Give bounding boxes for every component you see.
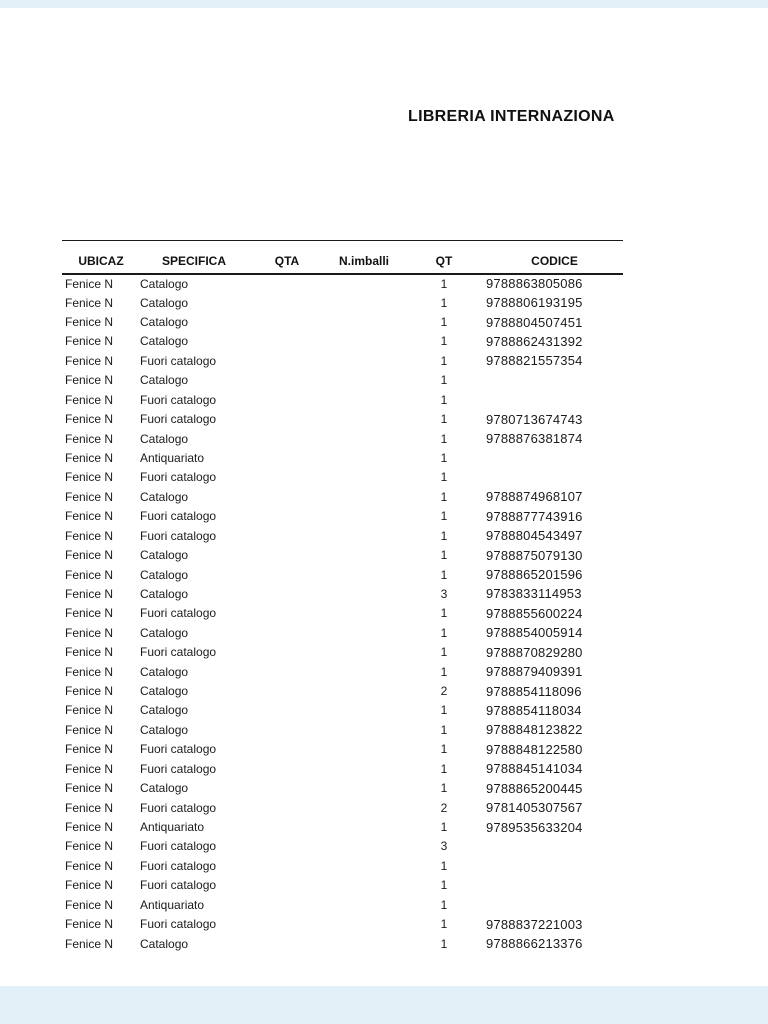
cell-specifica: Fuori catalogo — [140, 470, 217, 485]
table-row — [62, 312, 623, 331]
document-title: LIBRERIA INTERNAZIONA — [408, 108, 615, 125]
cell-specifica: Catalogo — [140, 373, 189, 388]
cell-qta — [248, 371, 326, 390]
cell-qt: 1 — [440, 703, 448, 718]
cell-n_imballi — [326, 720, 402, 739]
cell-ubicaz: Fenice N — [65, 800, 114, 815]
cell-specifica: Antiquariato — [140, 820, 205, 835]
cell-n_imballi — [326, 584, 402, 603]
column-header-codice: CODICE — [486, 241, 623, 274]
cell-codice: 9788854005914 — [486, 625, 583, 641]
table-row — [62, 759, 623, 778]
cell-n_imballi — [326, 643, 402, 662]
cell-n_imballi — [326, 701, 402, 720]
cell-codice: 9789535633204 — [486, 819, 583, 835]
cell-qt: 1 — [440, 781, 448, 796]
table-row — [62, 778, 623, 797]
table-row — [62, 584, 623, 603]
cell-qta — [248, 545, 326, 564]
cell-specifica: Fuori catalogo — [140, 878, 217, 893]
cell-qta — [248, 643, 326, 662]
cell-codice — [486, 876, 623, 895]
document-page — [0, 8, 768, 986]
cell-qta — [248, 565, 326, 584]
cell-specifica: Catalogo — [140, 548, 189, 563]
cell-specifica: Catalogo — [140, 295, 189, 310]
inventory-table-grid — [62, 240, 623, 953]
cell-qta — [248, 740, 326, 759]
cell-qta — [248, 507, 326, 526]
cell-qta — [248, 837, 326, 856]
table-row — [62, 293, 623, 312]
table-row — [62, 332, 623, 351]
cell-n_imballi — [326, 604, 402, 623]
table-row — [62, 545, 623, 564]
cell-n_imballi — [326, 662, 402, 681]
cell-n_imballi — [326, 293, 402, 312]
table-row — [62, 623, 623, 642]
cell-specifica: Catalogo — [140, 703, 189, 718]
cell-qt: 2 — [440, 684, 448, 699]
cell-specifica: Fuori catalogo — [140, 353, 217, 368]
cell-codice: 9788874968107 — [486, 489, 583, 505]
table-row — [62, 934, 623, 953]
cell-n_imballi — [326, 371, 402, 390]
cell-qta — [248, 856, 326, 875]
cell-codice: 9788804543497 — [486, 528, 583, 544]
cell-ubicaz: Fenice N — [65, 761, 114, 776]
cell-n_imballi — [326, 623, 402, 642]
cell-qt: 1 — [440, 858, 448, 873]
cell-codice: 9788865200445 — [486, 780, 583, 796]
cell-qt: 1 — [440, 489, 448, 504]
cell-ubicaz: Fenice N — [65, 781, 114, 796]
table-row — [62, 468, 623, 487]
table-row — [62, 662, 623, 681]
cell-n_imballi — [326, 759, 402, 778]
cell-qt: 1 — [440, 645, 448, 660]
cell-n_imballi — [326, 274, 402, 293]
table-row — [62, 895, 623, 914]
cell-n_imballi — [326, 856, 402, 875]
cell-specifica: Fuori catalogo — [140, 742, 217, 757]
cell-qt: 1 — [440, 742, 448, 757]
cell-n_imballi — [326, 429, 402, 448]
cell-qta — [248, 662, 326, 681]
cell-qt: 1 — [440, 509, 448, 524]
table-row — [62, 740, 623, 759]
cell-qt: 1 — [440, 334, 448, 349]
cell-qta — [248, 487, 326, 506]
cell-qt: 1 — [440, 820, 448, 835]
cell-specifica: Fuori catalogo — [140, 528, 217, 543]
cell-ubicaz: Fenice N — [65, 742, 114, 757]
cell-qta — [248, 468, 326, 487]
cell-n_imballi — [326, 817, 402, 836]
cell-specifica: Fuori catalogo — [140, 412, 217, 427]
cell-qta — [248, 448, 326, 467]
cell-ubicaz: Fenice N — [65, 412, 114, 427]
cell-specifica: Antiquariato — [140, 451, 205, 465]
cell-specifica: Fuori catalogo — [140, 509, 217, 524]
cell-codice: 9788854118096 — [486, 683, 582, 699]
cell-qta — [248, 312, 326, 331]
table-row — [62, 274, 623, 293]
cell-ubicaz: Fenice N — [65, 684, 114, 699]
cell-ubicaz: Fenice N — [65, 276, 114, 291]
cell-n_imballi — [326, 487, 402, 506]
cell-n_imballi — [326, 837, 402, 856]
cell-qt: 1 — [440, 878, 448, 893]
cell-codice: 9788877743916 — [486, 508, 583, 524]
cell-ubicaz: Fenice N — [65, 315, 114, 330]
cell-specifica: Catalogo — [140, 781, 189, 796]
cell-codice — [486, 468, 623, 487]
cell-qt: 1 — [440, 295, 448, 310]
cell-ubicaz: Fenice N — [65, 936, 114, 951]
cell-codice — [486, 448, 623, 467]
cell-ubicaz: Fenice N — [65, 470, 114, 485]
cell-n_imballi — [326, 409, 402, 428]
cell-codice: 9788865201596 — [486, 567, 583, 583]
cell-qta — [248, 681, 326, 700]
cell-qta — [248, 798, 326, 817]
cell-codice: 9788837221003 — [486, 916, 583, 932]
cell-ubicaz: Fenice N — [65, 606, 114, 621]
table-row — [62, 798, 623, 817]
cell-codice: 9781405307567 — [486, 800, 583, 816]
table-row — [62, 817, 623, 836]
table-header-row — [62, 241, 623, 274]
cell-ubicaz: Fenice N — [65, 528, 114, 543]
table-row — [62, 876, 623, 895]
table-row — [62, 390, 623, 409]
cell-codice: 9788806193195 — [486, 295, 583, 311]
cell-ubicaz: Fenice N — [65, 703, 114, 718]
cell-n_imballi — [326, 545, 402, 564]
cell-specifica: Antiquariato — [140, 897, 205, 912]
cell-ubicaz: Fenice N — [65, 509, 114, 524]
cell-qt: 1 — [440, 528, 448, 543]
cell-n_imballi — [326, 390, 402, 409]
cell-specifica: Catalogo — [140, 276, 189, 291]
table-row — [62, 448, 623, 467]
cell-ubicaz: Fenice N — [65, 878, 114, 893]
cell-qt: 1 — [440, 936, 448, 951]
cell-n_imballi — [326, 876, 402, 895]
cell-specifica: Fuori catalogo — [140, 392, 217, 407]
cell-qt: 3 — [440, 586, 448, 601]
cell-specifica: Catalogo — [140, 684, 189, 699]
cell-specifica: Fuori catalogo — [140, 761, 217, 776]
cell-ubicaz: Fenice N — [65, 664, 114, 679]
cell-ubicaz: Fenice N — [65, 489, 114, 504]
column-header-qta: QTA — [248, 241, 326, 274]
cell-codice: 9788863805086 — [486, 276, 583, 292]
cell-ubicaz: Fenice N — [65, 858, 114, 873]
cell-n_imballi — [326, 526, 402, 545]
cell-qta — [248, 876, 326, 895]
cell-ubicaz: Fenice N — [65, 645, 114, 660]
cell-qt: 1 — [440, 606, 448, 621]
cell-codice: 9788870829280 — [486, 644, 583, 660]
table-body — [62, 274, 623, 954]
cell-specifica: Fuori catalogo — [140, 606, 217, 621]
cell-codice: 9788845141034 — [486, 761, 583, 777]
cell-qta — [248, 274, 326, 293]
cell-qta — [248, 701, 326, 720]
table-row — [62, 526, 623, 545]
cell-qta — [248, 293, 326, 312]
cell-ubicaz: Fenice N — [65, 334, 114, 349]
cell-ubicaz: Fenice N — [65, 586, 114, 601]
cell-qt: 1 — [440, 722, 448, 737]
cell-codice — [486, 856, 623, 875]
table-row — [62, 507, 623, 526]
cell-qta — [248, 526, 326, 545]
cell-qta — [248, 895, 326, 914]
cell-specifica: Catalogo — [140, 315, 189, 330]
cell-ubicaz: Fenice N — [65, 567, 114, 582]
cell-qta — [248, 817, 326, 836]
cell-qta — [248, 390, 326, 409]
cell-qta — [248, 720, 326, 739]
cell-qt: 1 — [440, 353, 448, 368]
cell-specifica: Catalogo — [140, 431, 189, 446]
cell-specifica: Catalogo — [140, 722, 189, 737]
cell-n_imballi — [326, 351, 402, 370]
cell-ubicaz: Fenice N — [65, 451, 114, 465]
cell-qt: 1 — [440, 412, 448, 427]
cell-specifica: Catalogo — [140, 334, 189, 349]
cell-qta — [248, 351, 326, 370]
cell-codice: 9788821557354 — [486, 353, 583, 369]
cell-qta — [248, 604, 326, 623]
cell-codice — [486, 390, 623, 409]
cell-specifica: Fuori catalogo — [140, 800, 217, 815]
cell-codice: 9783833114953 — [486, 586, 582, 602]
cell-qt: 1 — [440, 392, 448, 407]
cell-codice: 9788855600224 — [486, 605, 583, 621]
cell-ubicaz: Fenice N — [65, 548, 114, 563]
cell-qt: 1 — [440, 625, 448, 640]
table-row — [62, 681, 623, 700]
cell-qta — [248, 623, 326, 642]
cell-qt: 3 — [440, 839, 448, 854]
cell-ubicaz: Fenice N — [65, 353, 114, 368]
cell-qt: 1 — [440, 431, 448, 446]
cell-codice: 9788875079130 — [486, 547, 583, 563]
cell-qt: 1 — [440, 917, 448, 932]
cell-ubicaz: Fenice N — [65, 917, 114, 932]
table-row — [62, 351, 623, 370]
cell-specifica: Catalogo — [140, 567, 189, 582]
table-row — [62, 837, 623, 856]
cell-specifica: Catalogo — [140, 489, 189, 504]
cell-qt: 1 — [440, 373, 448, 388]
cell-codice: 9788848122580 — [486, 741, 583, 757]
cell-specifica: Fuori catalogo — [140, 917, 217, 932]
cell-ubicaz: Fenice N — [65, 295, 114, 310]
cell-ubicaz: Fenice N — [65, 897, 114, 912]
cell-codice: 9780713674743 — [486, 411, 583, 427]
cell-codice: 9788862431392 — [486, 333, 583, 349]
table-row — [62, 409, 623, 428]
cell-qta — [248, 778, 326, 797]
table-row — [62, 371, 623, 390]
cell-qta — [248, 584, 326, 603]
cell-qt: 1 — [440, 664, 448, 679]
cell-ubicaz: Fenice N — [65, 820, 114, 835]
inventory-table — [62, 240, 623, 953]
cell-specifica: Fuori catalogo — [140, 839, 217, 854]
cell-codice: 9788854118034 — [486, 702, 582, 718]
cell-qt: 1 — [440, 470, 448, 485]
cell-qta — [248, 332, 326, 351]
cell-codice: 9788866213376 — [486, 936, 583, 952]
cell-qt: 1 — [440, 897, 448, 912]
table-row — [62, 701, 623, 720]
table-row — [62, 720, 623, 739]
cell-n_imballi — [326, 895, 402, 914]
table-row — [62, 856, 623, 875]
cell-specifica: Catalogo — [140, 936, 189, 951]
table-row — [62, 565, 623, 584]
table-row — [62, 487, 623, 506]
column-header-specifica: SPECIFICA — [140, 241, 248, 274]
cell-qta — [248, 429, 326, 448]
table-header — [62, 241, 623, 274]
cell-n_imballi — [326, 681, 402, 700]
column-header-nimballi: N.imballi — [326, 241, 402, 274]
cell-n_imballi — [326, 468, 402, 487]
cell-n_imballi — [326, 448, 402, 467]
cell-specifica: Catalogo — [140, 664, 189, 679]
cell-ubicaz: Fenice N — [65, 392, 114, 407]
cell-qta — [248, 914, 326, 933]
cell-ubicaz: Fenice N — [65, 722, 114, 737]
cell-n_imballi — [326, 778, 402, 797]
cell-codice — [486, 837, 623, 856]
column-header-qt: QT — [402, 241, 486, 274]
cell-qta — [248, 759, 326, 778]
cell-n_imballi — [326, 934, 402, 953]
cell-specifica: Catalogo — [140, 625, 189, 640]
cell-qt: 1 — [440, 315, 448, 330]
table-row — [62, 429, 623, 448]
cell-ubicaz: Fenice N — [65, 431, 114, 446]
column-header-ubicaz: UBICAZ — [62, 241, 140, 274]
cell-qt: 1 — [440, 548, 448, 563]
cell-codice: 9788879409391 — [486, 664, 583, 680]
cell-specifica: Fuori catalogo — [140, 645, 217, 660]
cell-qta — [248, 934, 326, 953]
table-row — [62, 643, 623, 662]
cell-n_imballi — [326, 507, 402, 526]
cell-n_imballi — [326, 565, 402, 584]
cell-codice: 9788848123822 — [486, 722, 583, 738]
table-row — [62, 604, 623, 623]
cell-codice — [486, 371, 623, 390]
cell-qta — [248, 409, 326, 428]
cell-specifica: Catalogo — [140, 586, 189, 601]
cell-codice — [486, 895, 623, 914]
cell-qt: 2 — [440, 800, 448, 815]
cell-specifica: Fuori catalogo — [140, 858, 217, 873]
cell-codice: 9788876381874 — [486, 431, 583, 447]
cell-n_imballi — [326, 740, 402, 759]
cell-qt: 1 — [440, 567, 448, 582]
cell-qt: 1 — [440, 276, 448, 291]
cell-n_imballi — [326, 914, 402, 933]
cell-qt: 1 — [440, 761, 448, 776]
cell-n_imballi — [326, 798, 402, 817]
cell-ubicaz: Fenice N — [65, 373, 114, 388]
cell-n_imballi — [326, 332, 402, 351]
cell-ubicaz: Fenice N — [65, 839, 114, 854]
cell-ubicaz: Fenice N — [65, 625, 114, 640]
cell-codice: 9788804507451 — [486, 314, 583, 330]
table-row — [62, 914, 623, 933]
cell-n_imballi — [326, 312, 402, 331]
cell-qt: 1 — [440, 451, 448, 465]
